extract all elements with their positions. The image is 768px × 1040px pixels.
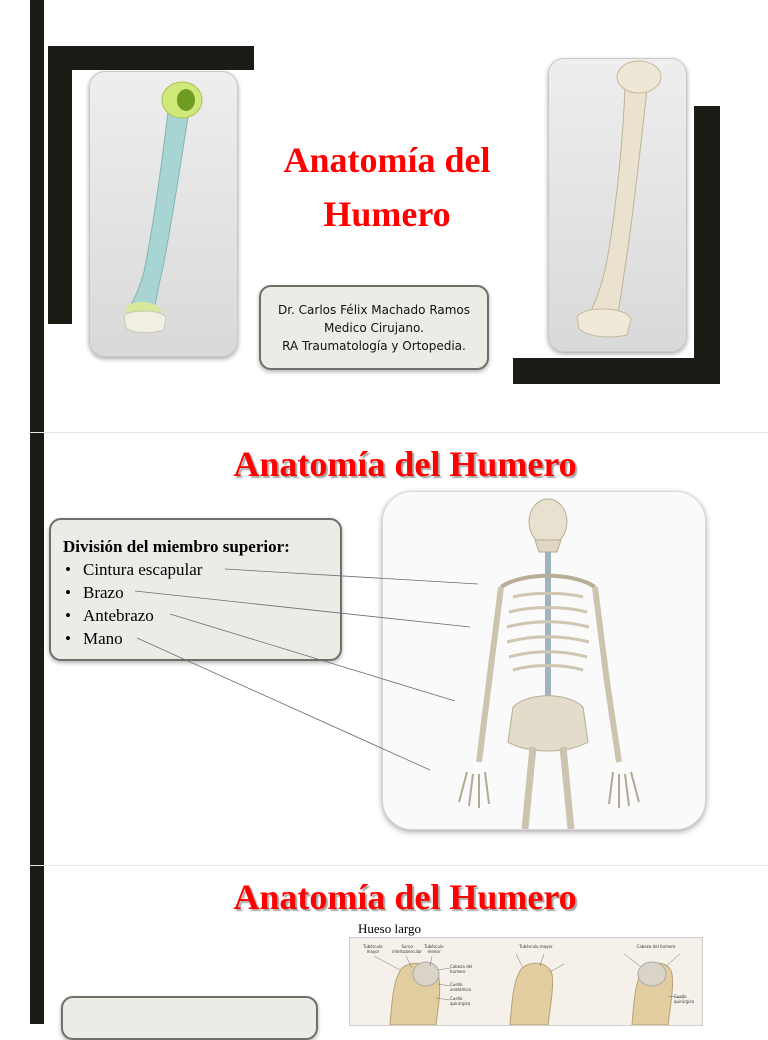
left-accent-bar-1 [30,0,44,432]
slide1-title-line1: Anatomía del [283,140,491,180]
label-cuello-anatomico: Cuello anatómico [450,982,472,992]
author-box [259,285,489,370]
left-accent-bar-3 [30,866,44,1024]
slide2-title: Anatomía del Humero [233,444,577,484]
label-cuello-quirurgico-2: Cuello quirúrgico [674,994,695,1004]
humerus-bone-image [548,58,687,352]
skeleton-image [382,491,706,830]
frame-corner-top-left-h [48,46,254,70]
humerus-colored-image [89,71,238,357]
humerus-anatomy-figure [349,937,703,1026]
label-cuello-quirurgico: Cuello quirúrgico [450,996,471,1006]
list-item-brazo: • Brazo [63,581,340,604]
description-box [61,996,318,1040]
label-tuberculo-mayor: Tubérculo mayor [363,944,383,954]
author-role: Medico Cirujano. [324,321,424,335]
list-item-antebrazo: • Antebrazo [63,604,340,627]
author-specialty: RA Traumatología y Ortopedia. [282,339,466,353]
division-box [49,518,342,661]
left-accent-bar-2 [30,433,44,865]
slide3-title: Anatomía del Humero [233,877,577,917]
author-name: Dr. Carlos Félix Machado Ramos [277,303,471,317]
label-cabeza-humero: Cabeza del húmero [450,964,473,974]
slide1-title-line2: Humero [323,194,451,234]
frame-corner-bottom-right-h [513,358,720,384]
label-tuberculo-mayor-2: Tubérculo mayor [519,944,553,949]
label-surco-intertubercular: Surco intertubercular [392,944,422,954]
list-item-cintura: • Cintura escapular [63,558,340,581]
slide-separator-1 [30,432,768,433]
frame-corner-bottom-right-v [694,106,720,384]
list-item-mano: • Mano [63,627,340,650]
caption-hueso-largo: Hueso largo [358,921,421,936]
frame-corner-top-left-v [48,46,72,324]
division-heading: División del miembro superior: [63,537,290,556]
slide-separator-2 [30,865,768,866]
label-cabeza-humero-2: Cabeza del húmero [636,944,676,949]
label-tuberculo-menor: Tubérculo menor [424,944,444,954]
